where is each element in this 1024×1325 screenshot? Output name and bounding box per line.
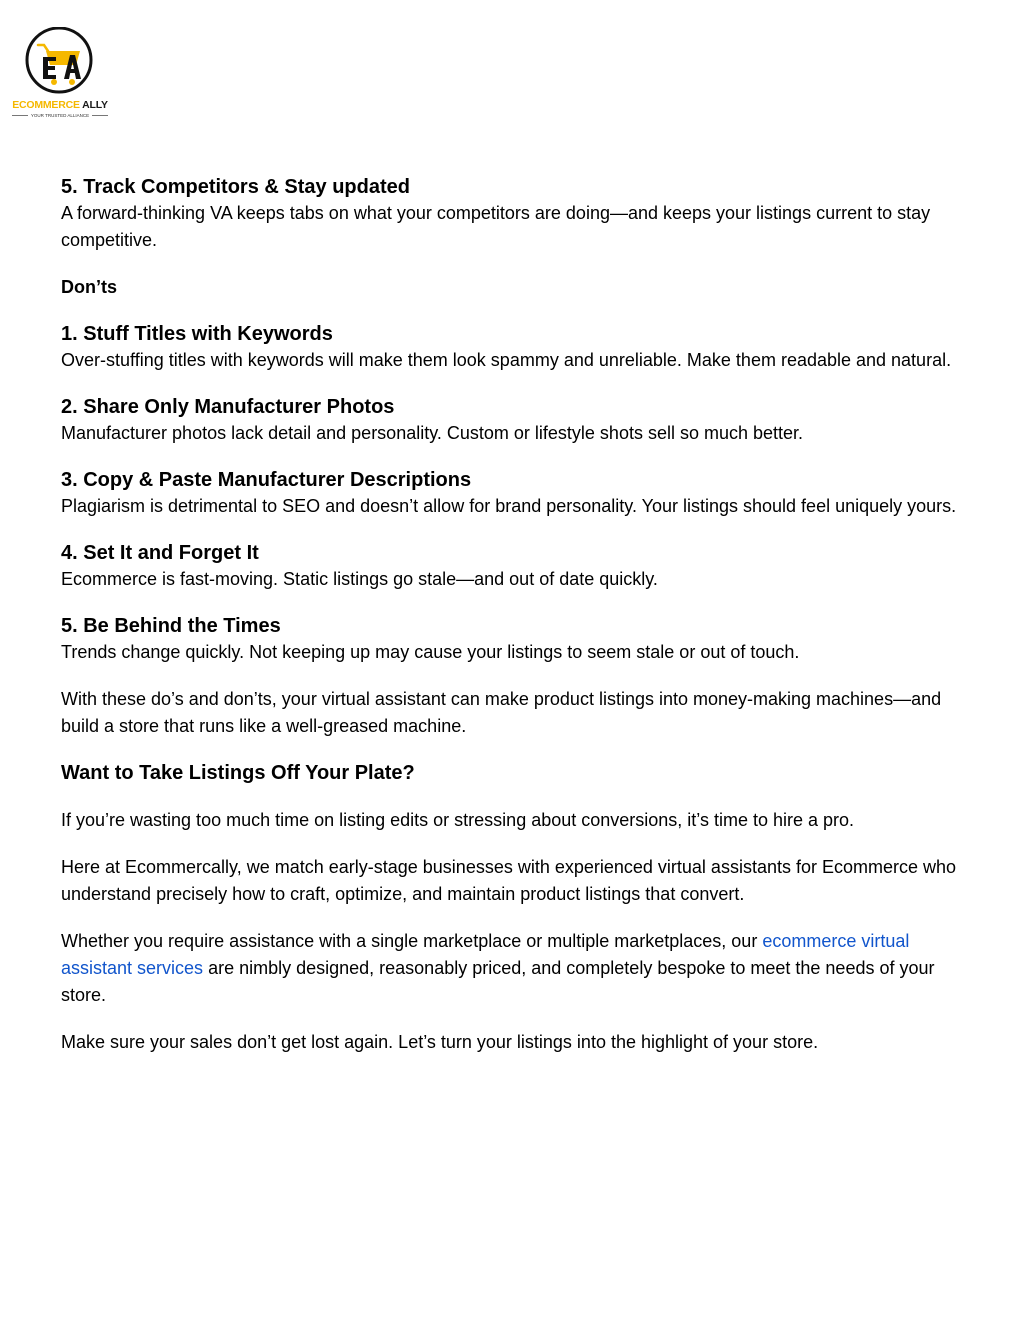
cta-paragraph-3: [61, 928, 961, 1009]
logo-tagline-row: [8, 113, 112, 118]
summary-paragraph: With these do’s and don’ts, your virtual assistant can make product listings into money-making machines—and build a store that runs like a well-greased machine.: [61, 689, 942, 736]
dont-item: [61, 321, 961, 374]
logo-word-part2: ALLY: [82, 99, 108, 111]
dont-item: [61, 613, 961, 666]
ecommerce-ally-logo-icon: [8, 27, 112, 99]
ecommerce-va-services-link[interactable]: ecommerce virtual assistant services: [61, 931, 910, 978]
dont-item: [61, 467, 961, 520]
dont-heading: 1. Stuff Titles with Keywords: [61, 323, 333, 345]
cta-text-after-link: are nimbly designed, reasonably priced, and completely bespoke to meet the needs of your store.: [61, 958, 935, 1005]
donts-label: Don’ts: [61, 277, 117, 297]
cta-paragraph-1: If you’re wasting too much time on listing edits or stressing about conversions, it’s time to hire a pro.: [61, 810, 855, 830]
logo-word-part1: ECOMMERCE: [12, 99, 80, 111]
dont-heading: 4. Set It and Forget It: [61, 542, 259, 564]
closing-paragraph: Make sure your sales don’t get lost again. Let’s turn your listings into the highlight of your store.: [61, 1032, 819, 1052]
tagline-rule-right: [92, 115, 108, 116]
dont-heading: 3. Copy & Paste Manufacturer Descriptions: [61, 469, 472, 491]
tagline-rule-left: [12, 115, 28, 116]
section-track-competitors: [61, 174, 961, 254]
cta-text-before-link: Whether you require assistance with a single marketplace or multiple marketplaces, our: [61, 931, 763, 951]
dont-text: Over-stuffing titles with keywords will make them look spammy and unreliable. Make them readable and natural.: [61, 350, 952, 370]
dont-item: [61, 394, 961, 447]
dont-text: Plagiarism is detrimental to SEO and doesn’t allow for brand personality. Your listings should feel uniquely yours.: [61, 496, 957, 516]
dont-text: Trends change quickly. Not keeping up may cause your listings to seem stale or out of touch.: [61, 642, 800, 662]
cta-paragraph-2: Here at Ecommercally, we match early-stage businesses with experienced virtual assistants for Ecommerce who understand precisely how to craft, optimize, and maintain product listings that convert.: [61, 857, 957, 904]
section-text: A forward-thinking VA keeps tabs on what your competitors are doing—and keeps your listings current to stay competitive.: [61, 203, 931, 250]
dont-heading: 2. Share Only Manufacturer Photos: [61, 396, 395, 418]
section-heading: 5. Track Competitors & Stay updated: [61, 176, 410, 198]
dont-heading: 5. Be Behind the Times: [61, 615, 281, 637]
logo-tagline: YOUR TRUSTED ALLIANCE: [30, 113, 90, 118]
dont-text: Manufacturer photos lack detail and personality. Custom or lifestyle shots sell so much better.: [61, 423, 804, 443]
logo: [8, 27, 112, 125]
dont-text: Ecommerce is fast-moving. Static listings go stale—and out of date quickly.: [61, 569, 658, 589]
cta-heading: Want to Take Listings Off Your Plate?: [61, 762, 415, 784]
dont-item: [61, 540, 961, 593]
logo-wordmark: [8, 99, 112, 111]
document-body: [61, 174, 961, 1076]
